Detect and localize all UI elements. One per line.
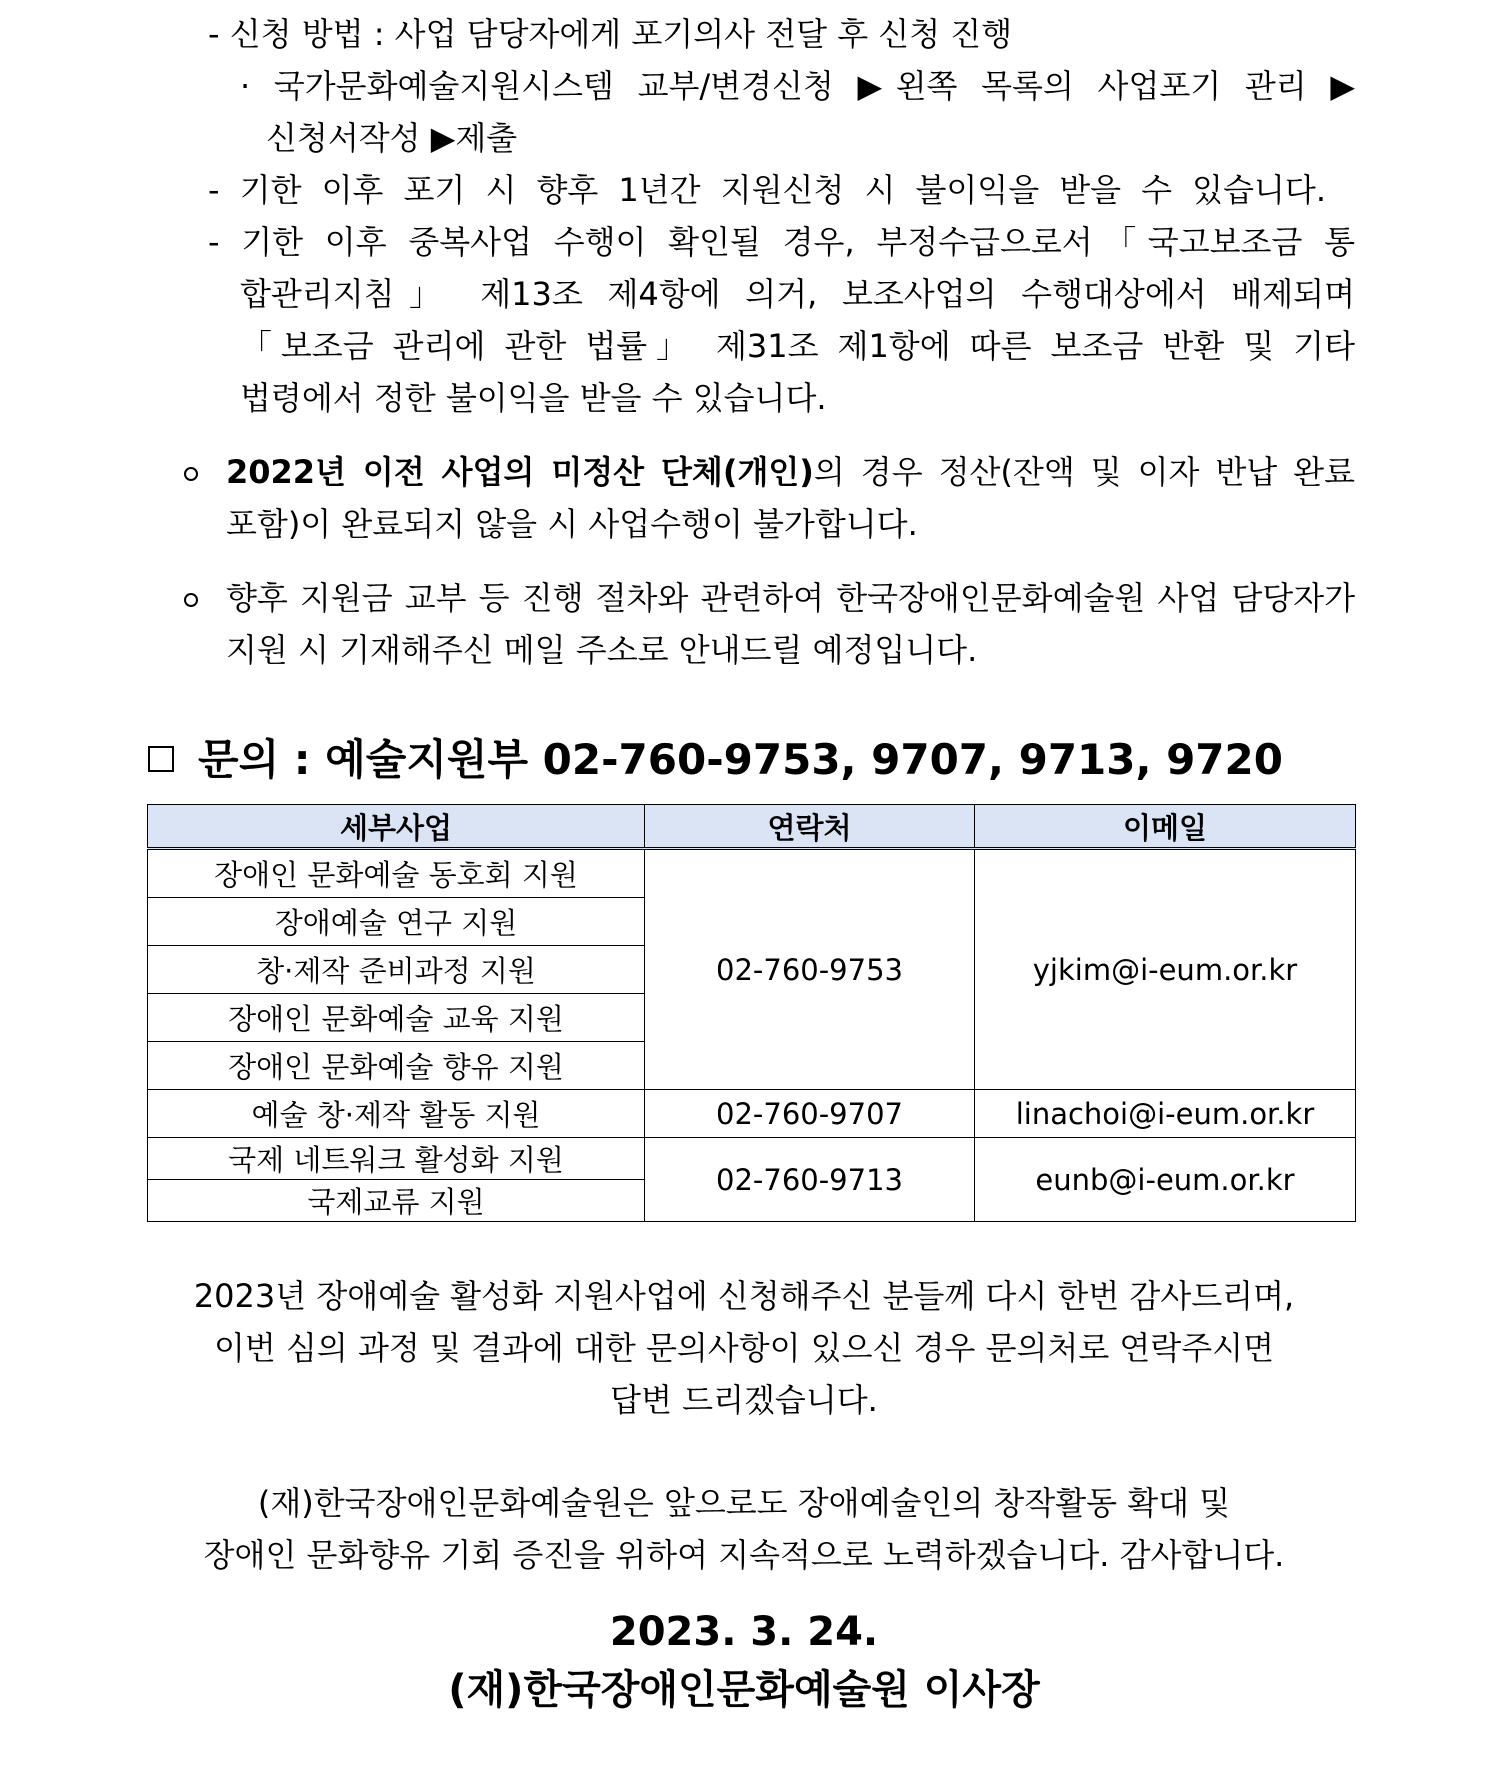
document-date: 2023. 3. 24.: [609, 1609, 879, 1655]
email-address: eunb@i-eum.or.kr: [975, 1138, 1356, 1222]
closing-p1-line1: 2023년 장애예술 활성화 지원사업에 신청해주신 분들께 다시 한번 감사드리며,: [193, 1277, 1295, 1315]
header-phone: 연락처: [645, 805, 975, 849]
project-name: 장애예술 연구 지원: [148, 898, 645, 946]
inquiry-heading: 문의 : 예술지원부 02-760-9753, 9707, 9713, 9720: [198, 735, 1283, 784]
table-header-row: [148, 805, 1356, 849]
closing-p2-line1: (재)한국장애인문화예술원은 앞으로도 장애예술인의 창작활동 확대 및: [257, 1484, 1231, 1522]
unsettled-notice-line2: 포함)이 완료되지 않을 시 사업수행이 불가합니다.: [226, 505, 918, 543]
closing-p2-line2: 장애인 문화향유 기회 증진을 위하여 지속적으로 노력하겠습니다. 감사합니다.: [203, 1536, 1285, 1574]
project-name: 장애인 문화예술 동호회 지원: [148, 849, 645, 898]
guidance-notice-line2: 지원 시 기재해주신 메일 주소로 안내드릴 예정입니다.: [226, 631, 978, 669]
table-row: [148, 1090, 1356, 1138]
unsettled-notice-line1: [226, 452, 1355, 492]
phone-number: 02-760-9707: [645, 1090, 975, 1138]
closing-p1-line2: 이번 심의 과정 및 결과에 대한 문의사항이 있으신 경우 문의처로 연락주시면: [214, 1329, 1274, 1367]
project-name: 국제 네트워크 활성화 지원: [148, 1138, 645, 1180]
project-name: 창·제작 준비과정 지원: [148, 946, 645, 994]
guidance-notice-line1: 향후 지원금 교부 등 진행 절차와 관련하여 한국장애인문화예술원 사업 담당자가: [226, 579, 1355, 617]
unsettled-bold-text: 2022년 이전 사업의 미정산 단체(개인): [226, 453, 814, 491]
phone-number: 02-760-9713: [645, 1138, 975, 1222]
bullet-circle-icon: [184, 467, 198, 481]
penalty-notice-line: - 기한 이후 포기 시 향후 1년간 지원신청 시 불이익을 받을 수 있습니다.: [208, 171, 1326, 209]
project-name: 장애인 문화예술 교육 지원: [148, 994, 645, 1042]
bullet-circle-icon: [184, 593, 198, 607]
phone-number: 02-760-9753: [645, 849, 975, 1090]
email-address: yjkim@i-eum.or.kr: [975, 849, 1356, 1090]
duplicate-project-line2: 합관리지침」 제13조 제4항에 의거, 보조사업의 수행대상에서 배제되며: [240, 275, 1355, 313]
table-row: [148, 849, 1356, 898]
email-address: linachoi@i-eum.or.kr: [975, 1090, 1356, 1138]
apply-method-sub-line2: 신청서작성 ▶제출: [266, 119, 518, 157]
apply-method-sub-line1: · 국가문화예술지원시스템 교부/변경신청 ▶왼쪽 목록의 사업포기 관리 ▶: [240, 67, 1355, 105]
duplicate-project-line1: - 기한 이후 중복사업 수행이 확인될 경우, 부정수급으로서「국고보조금 통: [208, 223, 1355, 261]
table-row: [148, 1138, 1356, 1180]
duplicate-project-line3: 「보조금 관리에 관한 법률」 제31조 제1항에 따른 보조금 반환 및 기타: [240, 327, 1355, 365]
project-name: 예술 창·제작 활동 지원: [148, 1090, 645, 1138]
contact-table: [147, 804, 1356, 1222]
closing-p1-line3: 답변 드리겠습니다.: [610, 1381, 878, 1419]
project-name: 장애인 문화예술 향유 지원: [148, 1042, 645, 1090]
signature: (재)한국장애인문화예술원 이사장: [448, 1667, 1040, 1713]
checkbox-square-icon: [148, 746, 174, 772]
project-name: 국제교류 지원: [148, 1180, 645, 1222]
unsettled-rest-text: 의 경우 정산(잔액 및 이자 반납 완료: [813, 453, 1355, 491]
header-email: 이메일: [975, 805, 1356, 849]
apply-method-line: - 신청 방법 : 사업 담당자에게 포기의사 전달 후 신청 진행: [208, 15, 1013, 53]
duplicate-project-line4: 법령에서 정한 불이익을 받을 수 있습니다.: [240, 379, 827, 417]
header-project: 세부사업: [148, 805, 645, 849]
